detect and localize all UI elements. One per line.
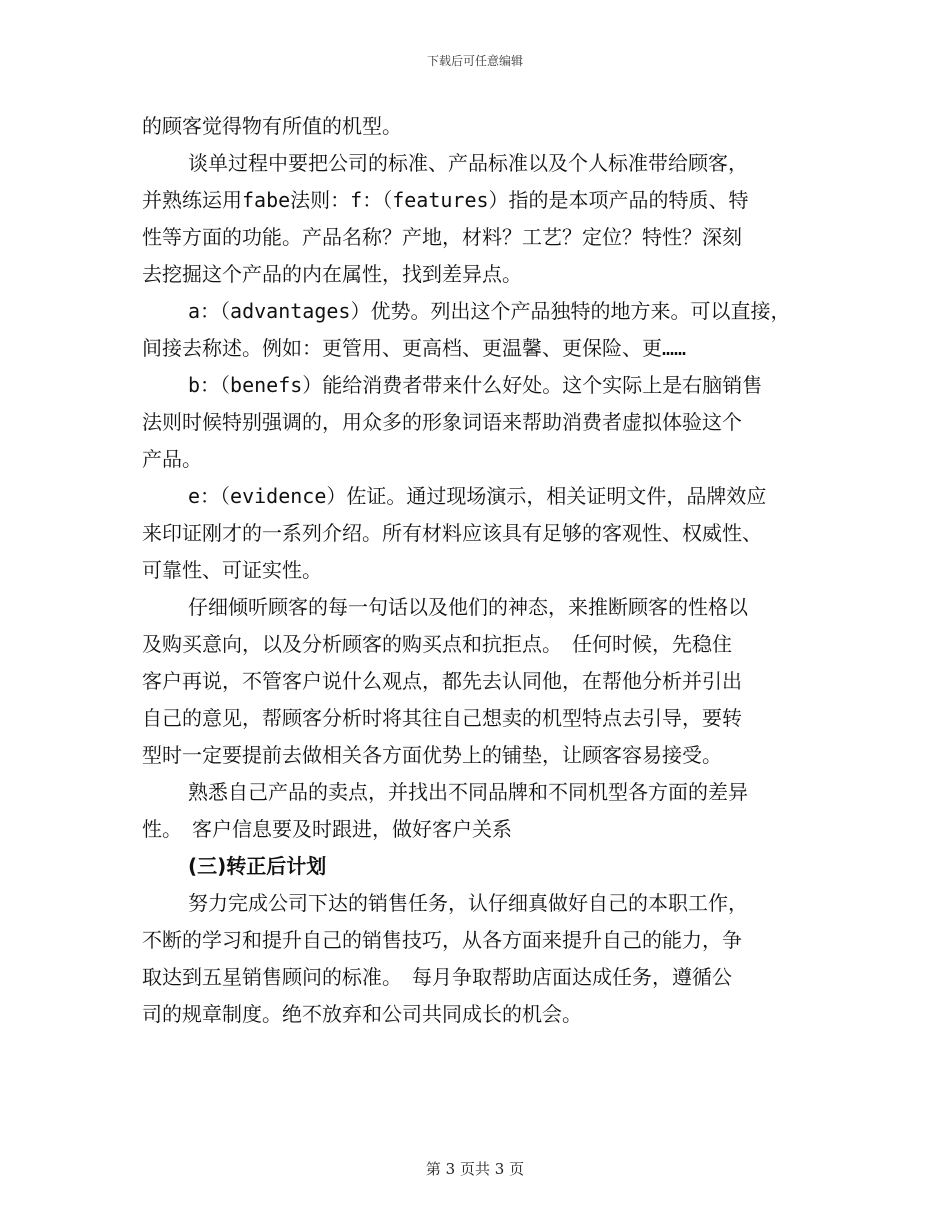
body-line: 自己的意见，帮顾客分析时将其往自己想卖的机型特点去引导，要转 (142, 706, 742, 730)
body-line: 的顾客觉得物有所值的机型。 (142, 114, 402, 138)
body-line: 可靠性、可证实性。 (142, 558, 322, 582)
body-line: 熟悉自己产品的卖点，并找出不同品牌和不同机型各方面的差异 (188, 780, 748, 804)
body-line: 及购买意向，以及分析顾客的购买点和抗拒点。 任何时候，先稳住 (142, 632, 732, 656)
body-line: 客户再说，不管客户说什么观点，都先去认同他，在帮他分析并引出 (142, 669, 742, 693)
body-line: 去挖掘这个产品的内在属性，找到差异点。 (142, 262, 522, 286)
body-line: 并熟练运用fabe法则：f：（features）指的是本项产品的特质、特 (142, 188, 749, 212)
page-header: 下载后可任意编辑 (426, 54, 523, 68)
body-line: 仔细倾听顾客的每一句话以及他们的神态，来推断顾客的性格以 (188, 595, 748, 619)
body-line: 性。 客户信息要及时跟进，做好客户关系 (142, 817, 512, 841)
body-line: 不断的学习和提升自己的销售技巧，从各方面来提升自己的能力，争 (142, 928, 742, 952)
body-line: 法则时候特别强调的，用众多的形象词语来帮助消费者虚拟体验这个 (142, 410, 742, 434)
body-line: 来印证刚才的一系列介绍。所有材料应该具有足够的客观性、权威性、 (142, 521, 762, 545)
body-line: e：（evidence）佐证。通过现场演示，相关证明文件，品牌效应 (188, 484, 767, 508)
body-line: 谈单过程中要把公司的标准、产品标准以及个人标准带给顾客， (188, 151, 748, 175)
body-line: 产品。 (142, 447, 202, 471)
body-line: 努力完成公司下达的销售任务，认仔细真做好自己的本职工作， (188, 891, 748, 915)
body-line: 司的规章制度。绝不放弃和公司共同成长的机会。 (142, 1002, 582, 1026)
page-footer: 第 3 页共 3 页 (425, 1160, 525, 1178)
body-line: a：（advantages）优势。列出这个产品独特的地方来。可以直接， (188, 299, 791, 323)
body-line: 取达到五星销售顾问的标准。 每月争取帮助店面达成任务，遵循公 (142, 965, 732, 989)
body-line: 型时一定要提前去做相关各方面优势上的铺垫，让顾客容易接受。 (142, 743, 722, 767)
section-heading: (三)转正后计划 (188, 854, 327, 878)
body-line: b：（benefs）能给消费者带来什么好处。这个实际上是右脑销售 (188, 373, 763, 397)
body-line: 间接去称述。例如：更管用、更高档、更温馨、更保险、更…… (142, 336, 687, 360)
document-body (142, 108, 822, 1033)
body-line: 性等方面的功能。产品名称？产地，材料？工艺？定位？特性？深刻 (142, 225, 742, 249)
